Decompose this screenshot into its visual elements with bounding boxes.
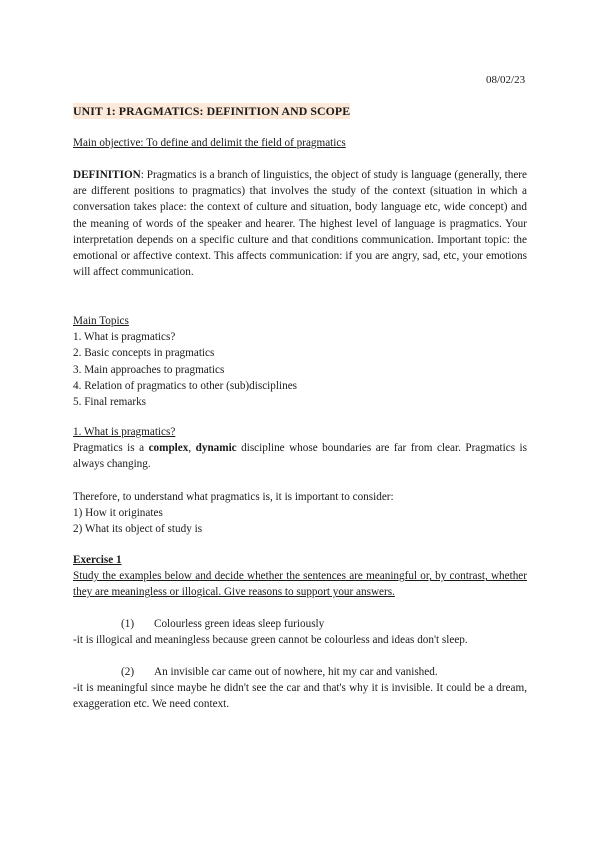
definition-text: Pragmatics is a branch of linguistics, the object of study is language (generally, there are different positions to pragmatics) that involves the study of the context (situation in which a conversation takes place: the context of culture and situation, body language etc, wide concept) and the meaning of words of the speaker and hearer. The highest level of language is pragmatics. Your interpretation depends on a specific culture and that conditions communication. Important topic: the emotional or affective context. This affects communication: if you are angry, sad, etc, your emotions will affect communication. [73, 169, 527, 279]
example-answer: -it is meaningful since maybe he didn't see the car and that's why it is invisible. It could be a dream, exaggeration etc. We need context. [73, 682, 527, 711]
exercise-instruction: Study the examples below and decide whether the sentences are meaningful or, by contrast, whether they are meaningless or illogical. Give reasons to support your answers. [73, 570, 527, 599]
example-1 [73, 616, 527, 648]
example-sentence [73, 664, 527, 680]
exercise-heading: Exercise 1 [73, 554, 122, 566]
therefore-block [73, 489, 527, 538]
exercise-1 [73, 552, 527, 601]
topic-item: 2. Basic concepts in pragmatics [73, 347, 215, 360]
main-topics-heading: Main Topics [73, 315, 129, 327]
topic-item: 1. What is pragmatics? [73, 331, 176, 344]
example-2 [73, 664, 527, 713]
definition-paragraph [73, 167, 527, 280]
topic-item: 3. Main approaches to pragmatics [73, 363, 225, 376]
bold-complex: complex [148, 442, 189, 455]
section-what-is-pragmatics [73, 424, 527, 473]
consider-point: 1) How it originates [73, 507, 163, 520]
section1-heading: 1. What is pragmatics? [73, 426, 176, 438]
section1-text-a: Pragmatics is a [73, 442, 149, 455]
topic-item: 5. Final remarks [73, 396, 147, 409]
definition-colon: : [140, 169, 144, 181]
section1-text-c: discipline whose boundaries are far from clear. Pragmatics is always changing. [73, 442, 528, 471]
main-topics [73, 313, 527, 410]
bold-dynamic: dynamic [195, 442, 237, 455]
example-answer: -it is illogical and meaningless because green cannot be colourless and ideas don't sleep. [73, 634, 468, 647]
section1-text [73, 440, 527, 472]
topic-item: 4. Relation of pragmatics to other (sub)disciplines [73, 379, 298, 392]
definition-term: DEFINITION [73, 169, 141, 181]
therefore-text: Therefore, to understand what pragmatics is, it is important to consider: [73, 491, 394, 503]
example-text: An invisible car came out of nowhere, hit my car and vanished. [154, 666, 438, 678]
example-text: Colourless green ideas sleep furiously [154, 618, 325, 630]
unit-title: UNIT 1: PRAGMATICS: DEFINITION AND SCOPE [73, 104, 351, 118]
section1-text-b: , [188, 442, 196, 455]
example-sentence [73, 616, 527, 632]
date: 08/02/23 [486, 74, 526, 86]
example-number: (2) [121, 666, 135, 678]
main-objective: Main objective: To define and delimit the field of pragmatics [73, 137, 346, 149]
consider-point: 2) What its object of study is [73, 523, 203, 536]
example-number: (1) [121, 618, 135, 630]
